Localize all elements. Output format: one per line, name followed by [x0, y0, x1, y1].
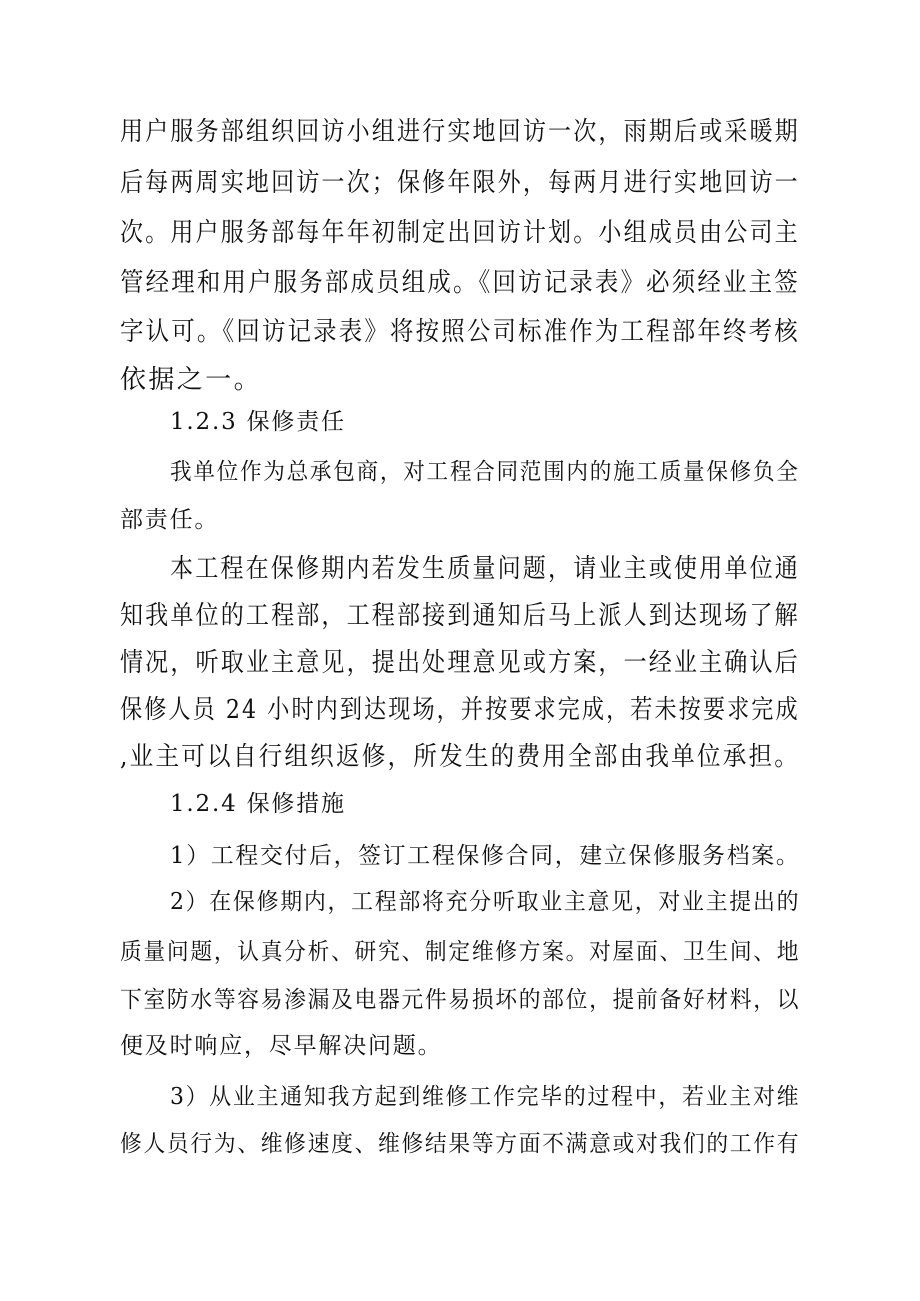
- para1-line-3: 次。用户服务部每年年初制定出回访计划。小组成员由公司主: [120, 218, 800, 248]
- para1-line-6: 依据之一。: [120, 365, 263, 395]
- para1-line-4: 管经理和用户服务部成员组成。《回访记录表》必须经业主签: [120, 268, 800, 298]
- item2-line-1: 2）在保修期内，工程部将充分听取业主意见，对业主提出的: [170, 889, 801, 915]
- item2-line-3: 下室防水等容易渗漏及电器元件易损坏的部位，提前备好材料，以: [120, 987, 801, 1013]
- para3-line-5: ,业主可以自行组织返修，所发生的费用全部由我单位承担。: [120, 742, 801, 772]
- para1-line-5: 字认可。《回访记录表》将按照公司标准作为工程部年终考核: [120, 317, 800, 347]
- list-item-1: 1）工程交付后，签订工程保修合同，建立保修服务档案。: [170, 843, 801, 869]
- para3-line-3: 情况，听取业主意见，提出处理意见或方案，一经业主确认后: [120, 648, 800, 678]
- section-heading-1-2-4: 1.2.4 保修措施: [170, 791, 346, 817]
- para3-line-4: 保修人员 24 小时内到达现场，并按要求完成，若未按要求完成: [120, 695, 800, 725]
- item3-line-2: 修人员行为、维修速度、维修结果等方面不满意或对我们的工作有: [120, 1131, 801, 1157]
- para2-line-2: 部责任。: [120, 507, 220, 533]
- para3-line-1: 本工程在保修期内若发生质量问题，请业主或使用单位通: [170, 554, 801, 584]
- item2-line-2: 质量问题，认真分析、研究、制定维修方案。对屋面、卫生间、地: [120, 939, 801, 965]
- item3-line-1: 3）从业主通知我方起到维修工作完毕的过程中，若业主对维: [170, 1084, 801, 1110]
- para2-line-1: 我单位作为总承包商，对工程合同范围内的施工质量保修负全: [170, 459, 800, 485]
- item2-line-4: 便及时响应，尽早解决问题。: [120, 1033, 443, 1059]
- para1-line-1: 用户服务部组织回访小组进行实地回访一次，雨期后或采暖期: [120, 117, 800, 147]
- section-heading-1-2-3: 1.2.3 保修责任: [170, 409, 346, 435]
- para3-line-2: 知我单位的工程部，工程部接到通知后马上派人到达现场了解: [120, 601, 800, 631]
- para1-line-2: 后每两周实地回访一次；保修年限外，每两月进行实地回访一: [120, 168, 800, 198]
